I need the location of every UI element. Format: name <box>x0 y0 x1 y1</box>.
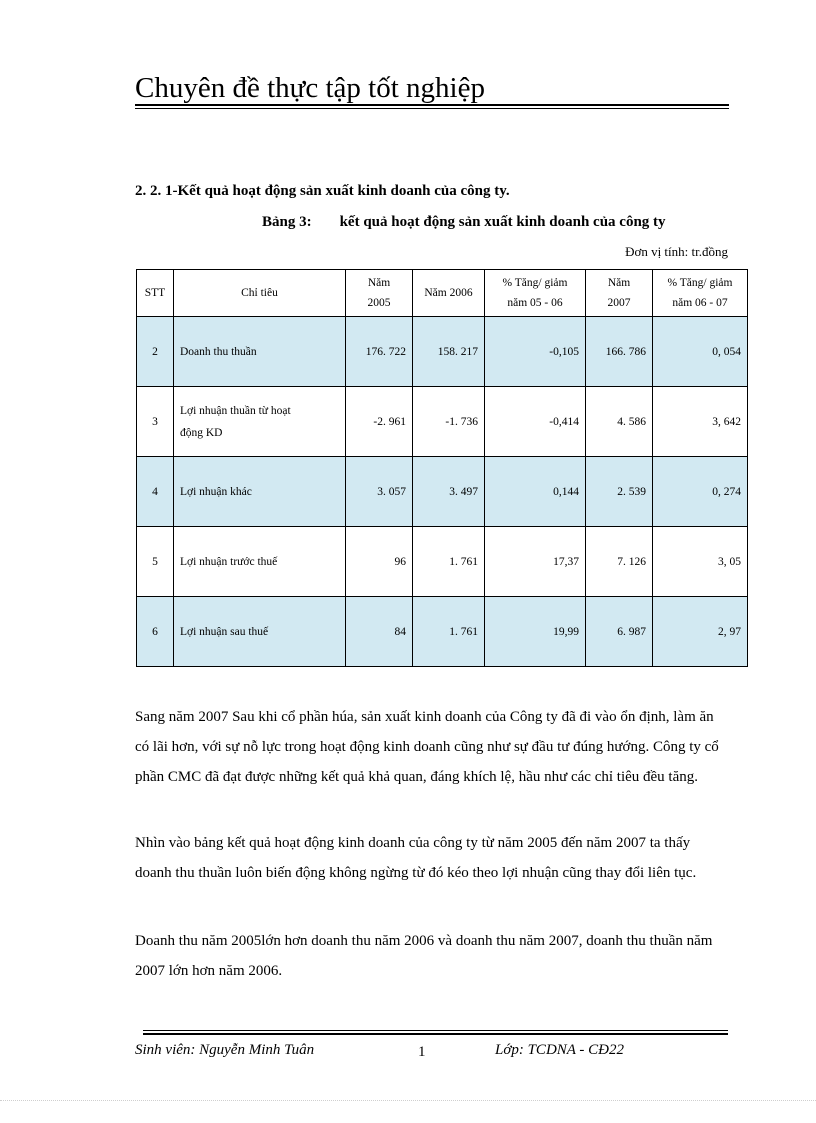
table-row <box>137 387 748 457</box>
header-year-2005-line1: Năm <box>367 277 391 289</box>
header-stt: STT <box>137 270 174 317</box>
cell-change-06-07: 3, 05 <box>653 527 748 597</box>
cell-2007: 166. 786 <box>586 317 653 387</box>
cell-chi-tieu: Doanh thu thuần <box>174 317 346 387</box>
cell-chi-tieu-line2: động KD <box>180 426 223 439</box>
header-change-06-07-line1: % Tăng/ giảm <box>667 277 733 289</box>
cell-2006: 3. 497 <box>413 457 485 527</box>
cell-change-06-07: 0, 274 <box>653 457 748 527</box>
table-row <box>137 597 748 667</box>
page-header-title: Chuyên đề thực tập tốt nghiệp <box>135 72 485 104</box>
table-row <box>137 317 748 387</box>
table-caption <box>262 214 666 231</box>
header-change-05-06-line1: % Tăng/ giảm <box>502 277 568 289</box>
table-row <box>137 457 748 527</box>
cell-2005: 176. 722 <box>346 317 413 387</box>
unit-label: Đơn vị tính: tr.đồng <box>625 244 728 259</box>
table-row <box>137 527 748 597</box>
cell-2006: 158. 217 <box>413 317 485 387</box>
header-year-2005-line2: 2005 <box>367 297 391 309</box>
cell-2005: -2. 961 <box>346 387 413 457</box>
results-table <box>136 269 748 667</box>
cell-change-06-07: 3, 642 <box>653 387 748 457</box>
header-change-05-06 <box>485 270 586 317</box>
header-divider <box>135 104 729 106</box>
footer-page-number: 1 <box>418 1044 426 1060</box>
cell-2005: 84 <box>346 597 413 667</box>
header-change-06-07 <box>653 270 748 317</box>
cell-change-05-06: 17,37 <box>485 527 586 597</box>
cell-chi-tieu-line1: Lợi nhuận thuần từ hoạt <box>180 404 291 417</box>
cell-2007: 7. 126 <box>586 527 653 597</box>
cell-2005: 3. 057 <box>346 457 413 527</box>
header-year-2007-line2: 2007 <box>607 297 631 309</box>
cell-2007: 4. 586 <box>586 387 653 457</box>
cell-change-05-06: -0,414 <box>485 387 586 457</box>
table-caption-text: kết quả hoạt động sản xuất kinh doanh của công ty <box>339 214 666 230</box>
cell-stt: 5 <box>137 527 174 597</box>
cell-stt: 6 <box>137 597 174 667</box>
cell-change-05-06: 0,144 <box>485 457 586 527</box>
footer-class-label: Lớp: TCDNA - CĐ22 <box>495 1042 625 1058</box>
cell-change-06-07: 2, 97 <box>653 597 748 667</box>
cell-2007: 2. 539 <box>586 457 653 527</box>
body-paragraph-1: Sang năm 2007 Sau khi cổ phần húa, sản xuất kinh doanh của Công ty đã đi vào ổn định, làm ăn có lãi hơn, với sự nỗ lực trong hoạt động kinh doanh cũng như sự đầu tư đúng hướng. Công ty cổ phần CMC đã đạt được những kết quả khả quan, đáng khích lệ, hầu như các chỉ tiêu đều tăng. <box>135 709 719 785</box>
header-year-2007-line1: Năm <box>607 277 631 289</box>
cell-stt: 3 <box>137 387 174 457</box>
page-edge-divider <box>0 1100 816 1101</box>
table-caption-label: Bảng 3: <box>262 214 312 230</box>
header-chi-tieu: Chỉ tiêu <box>174 270 346 317</box>
cell-2006: 1. 761 <box>413 527 485 597</box>
cell-2005: 96 <box>346 527 413 597</box>
footer-divider-thin <box>143 1030 728 1031</box>
cell-change-05-06: -0,105 <box>485 317 586 387</box>
header-year-2006: Năm 2006 <box>413 270 485 317</box>
body-paragraph-2: Nhìn vào bảng kết quả hoạt động kinh doanh của công ty từ năm 2005 đến năm 2007 ta thấy doanh thu thuần luôn biến động không ngừng từ đó kéo theo lợi nhuận cũng thay đổi liên tục. <box>135 835 697 881</box>
header-change-06-07-line2: năm 06 - 07 <box>672 297 728 309</box>
header-year-2007 <box>586 270 653 317</box>
section-heading: 2. 2. 1-Kết quả hoạt động sản xuất kinh doanh của công ty. <box>135 183 510 199</box>
header-year-2005 <box>346 270 413 317</box>
cell-change-05-06: 19,99 <box>485 597 586 667</box>
cell-2006: 1. 761 <box>413 597 485 667</box>
cell-chi-tieu: Lợi nhuận sau thuế <box>174 597 346 667</box>
header-divider-thin <box>135 108 729 109</box>
cell-change-06-07: 0, 054 <box>653 317 748 387</box>
footer-divider <box>143 1033 728 1035</box>
cell-chi-tieu: Lợi nhuận trước thuế <box>174 527 346 597</box>
header-change-05-06-line2: năm 05 - 06 <box>507 297 563 309</box>
cell-chi-tieu <box>174 387 346 457</box>
cell-stt: 4 <box>137 457 174 527</box>
cell-2006: -1. 736 <box>413 387 485 457</box>
cell-2007: 6. 987 <box>586 597 653 667</box>
body-paragraph-3: Doanh thu năm 2005lớn hơn doanh thu năm 2006 và doanh thu năm 2007, doanh thu thuần năm 2007 lớn hơn năm 2006. <box>135 933 713 979</box>
cell-stt: 2 <box>137 317 174 387</box>
footer-student-name: Sinh viên: Nguyễn Minh Tuân <box>135 1042 315 1058</box>
cell-chi-tieu: Lợi nhuận khác <box>174 457 346 527</box>
table-header-row <box>137 270 748 317</box>
